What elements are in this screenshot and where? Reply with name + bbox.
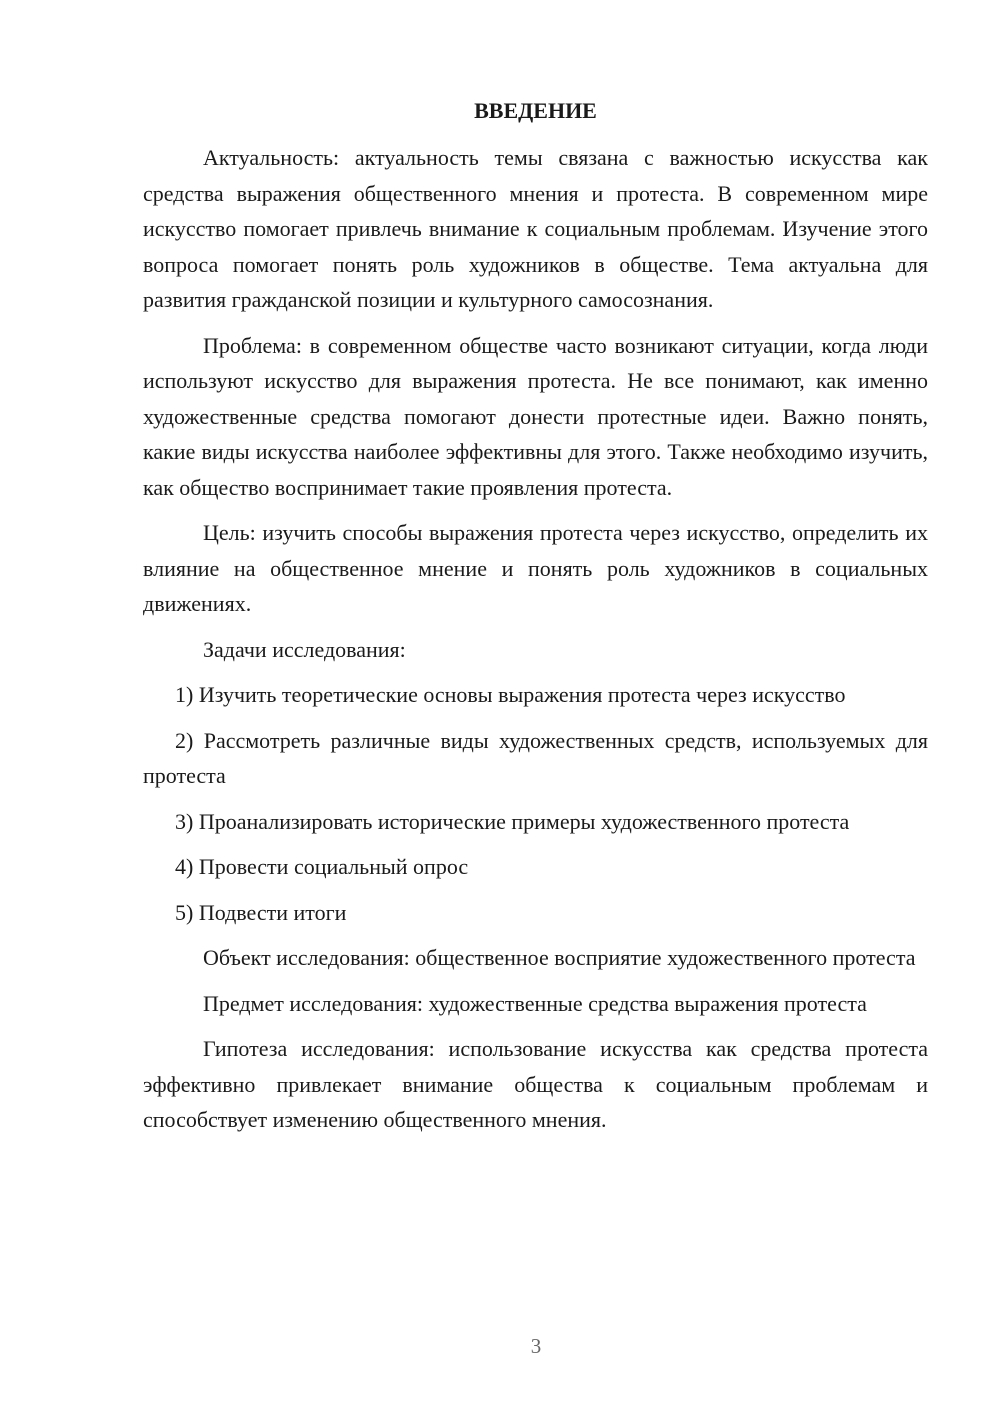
task-item-2: 2) Рассмотреть различные виды художественных средств, используемых для протеста: [143, 727, 928, 788]
page-number: 3: [530, 1334, 542, 1358]
tasks-list: [143, 677, 928, 930]
object-paragraph: Объект исследования: общественное восприятие художественного протеста: [203, 945, 916, 970]
task-item-1: 1) Изучить теоретические основы выражения протеста через искусство: [175, 682, 846, 707]
task-item-3: 3) Проанализировать исторические примеры художественного протеста: [175, 808, 850, 834]
subject-paragraph: Предмет исследования: художественные средства выражения протеста: [203, 990, 867, 1016]
document-page: [143, 95, 928, 1148]
relevance-paragraph: Актуальность: актуальность темы связана с важностью искусства как средства выражения общественного мнения и протеста. В современном мире искусство помогает привлечь внимание к социальным проблемам. Изучение этого вопроса помогает понять роль художников в обществе. Тема актуальна для развития гражданской позиции и культурного самосознания.: [143, 145, 928, 312]
goal-paragraph: Цель: изучить способы выражения протеста через искусство, определить их влияние на общественное мнение и понять роль художников в социальных движениях.: [143, 520, 928, 616]
task-item-4: 4) Провести социальный опрос: [175, 854, 469, 879]
tasks-heading: Задачи исследования:: [203, 636, 406, 662]
task-item-5: 5) Подвести итоги: [175, 899, 347, 925]
document-title: ВВЕДЕНИЕ: [474, 98, 597, 123]
problem-paragraph: Проблема: в современном обществе часто возникают ситуации, когда люди используют искусство для выражения протеста. Не все понимают, как именно художественные средства помогают донести протестные идеи. Важно понять, какие виды искусства наиболее эффективны для этого. Также необходимо изучить, как общество воспринимает такие проявления протеста.: [143, 332, 928, 500]
hypothesis-paragraph: Гипотеза исследования: использование искусства как средства протеста эффективно привлекает внимание общества к социальным проблемам и способствует изменению общественного мнения.: [143, 1036, 928, 1132]
